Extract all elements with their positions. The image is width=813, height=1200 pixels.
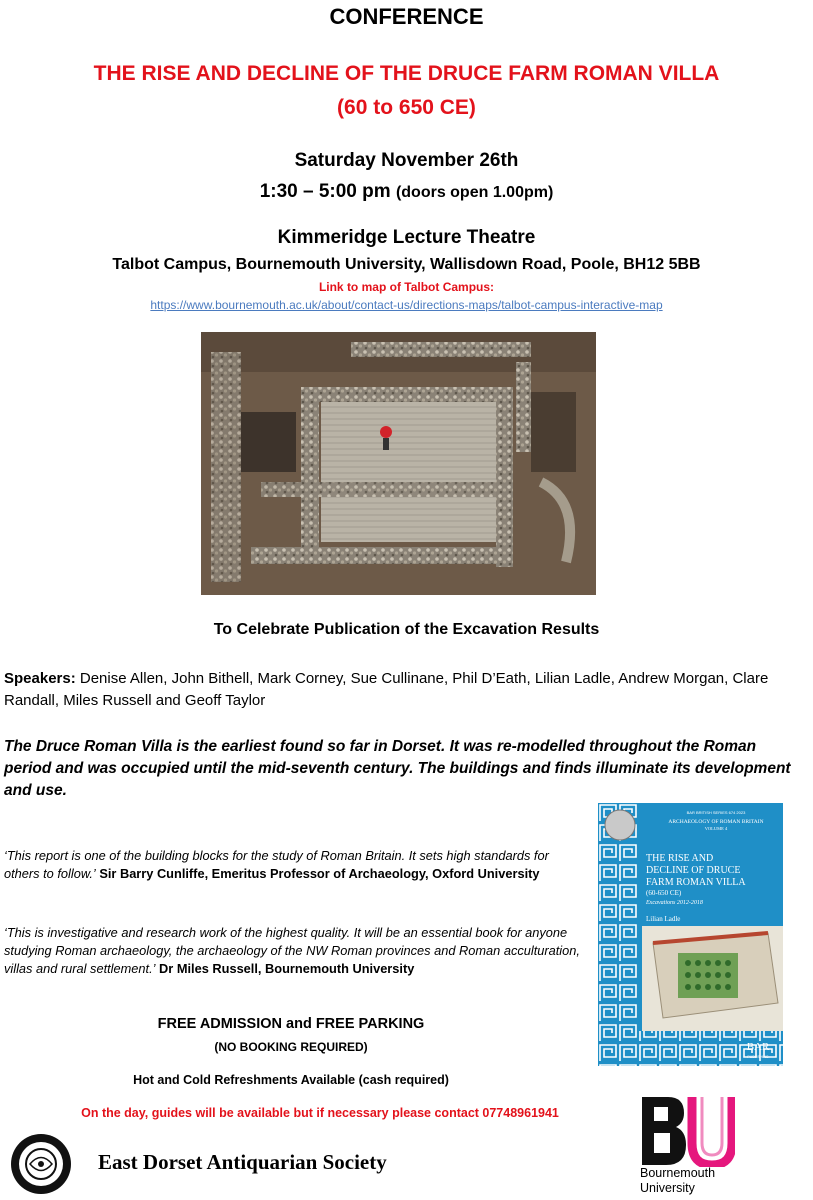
refreshments: Hot and Cold Refreshments Available (cash required) — [133, 1073, 449, 1087]
intro-paragraph: The Druce Roman Villa is the earliest found so far in Dorset. It was re-modelled throughout the Roman period and was occupied until the mid-seventh century. The buildings and finds illuminate its development and use. — [4, 738, 791, 799]
quote-author: Dr Miles Russell, Bournemouth University — [155, 961, 415, 976]
doors-open: (doors open 1.00pm) — [395, 184, 554, 201]
speakers-names: Denise Allen, John Bithell, Mark Corney, Sue Cullinane, Phil D’Eath, Lilian Ladle, Andrew Morgan, Clare Randall, Miles Russell and Geoff Taylor — [4, 670, 769, 709]
book-publisher: BAR — [746, 1041, 770, 1053]
bu-name — [640, 1166, 715, 1196]
guides-contact: On the day, guides will be available but if necessary please contact 07748961941 — [81, 1106, 559, 1120]
book-title-line2: DECLINE OF DRUCE — [646, 865, 741, 876]
event-title-line2: (60 to 650 CE) — [337, 96, 476, 119]
book-series-line1: BAR BRITISH SERIES 674 2023 — [686, 810, 746, 815]
map-link[interactable]: https://www.bournemouth.ac.uk/about/contact-us/directions-maps/talbot-campus-interactive-map — [150, 298, 663, 312]
excavation-photo — [201, 332, 596, 595]
society-name: East Dorset Antiquarian Society — [98, 1150, 387, 1174]
bu-name-line1: Bournemouth — [640, 1166, 716, 1180]
book-series-line2: ARCHAEOLOGY OF ROMAN BRITAIN — [668, 819, 764, 825]
time-range: 1:30 – 5:00 pm — [259, 181, 391, 202]
book-title-line1: THE RISE AND — [646, 853, 714, 864]
bu-logo — [640, 1095, 735, 1167]
event-time — [0, 181, 813, 203]
book-subtitle: Excavations 2012-2018 — [646, 900, 703, 906]
venue-name: Kimmeridge Lecture Theatre — [277, 227, 536, 248]
bu-name-line2: University — [640, 1181, 695, 1195]
quote-text: ‘This report is one of the building blocks for the study of Roman Britain. It sets high standards for others to follow.’ — [4, 848, 549, 881]
quote-cunliffe — [4, 847, 584, 883]
society-logo — [10, 1133, 72, 1195]
no-booking: (NO BOOKING REQUIRED) — [214, 1040, 368, 1054]
event-date: Saturday November 26th — [294, 150, 519, 171]
free-admission: FREE ADMISSION and FREE PARKING — [157, 1016, 425, 1032]
venue-address: Talbot Campus, Bournemouth University, Wallisdown Road, Poole, BH12 5BB — [112, 256, 701, 273]
book-author: Lilian Ladle — [646, 915, 681, 923]
map-link-label: Link to map of Talbot Campus: — [318, 280, 495, 294]
speakers-paragraph — [4, 668, 810, 712]
speakers-label: Speakers: — [4, 670, 76, 687]
conference-heading: CONFERENCE — [329, 4, 484, 29]
celebrate-heading: To Celebrate Publication of the Excavation Results — [213, 621, 600, 638]
book-title-line4: (60-650 CE) — [646, 889, 682, 897]
event-title-line1: THE RISE AND DECLINE OF THE DRUCE FARM ROMAN VILLA — [93, 62, 720, 85]
book-cover — [598, 803, 783, 1066]
quote-russell — [4, 924, 584, 978]
quote-author: Sir Barry Cunliffe, Emeritus Professor of Archaeology, Oxford University — [95, 866, 540, 881]
book-series-line3: VOLUME 4 — [704, 826, 728, 831]
book-title-line3: FARM ROMAN VILLA — [646, 877, 746, 888]
quote-text: ‘This is investigative and research work of the highest quality. It will be an essential book for anyone studying Roman archaeology, the archaeology of the NW Roman provinces and Roman acculturation, villas and rural settlement.’ — [4, 925, 580, 976]
book-publisher-sub: PUBLISHING — [747, 1055, 769, 1059]
